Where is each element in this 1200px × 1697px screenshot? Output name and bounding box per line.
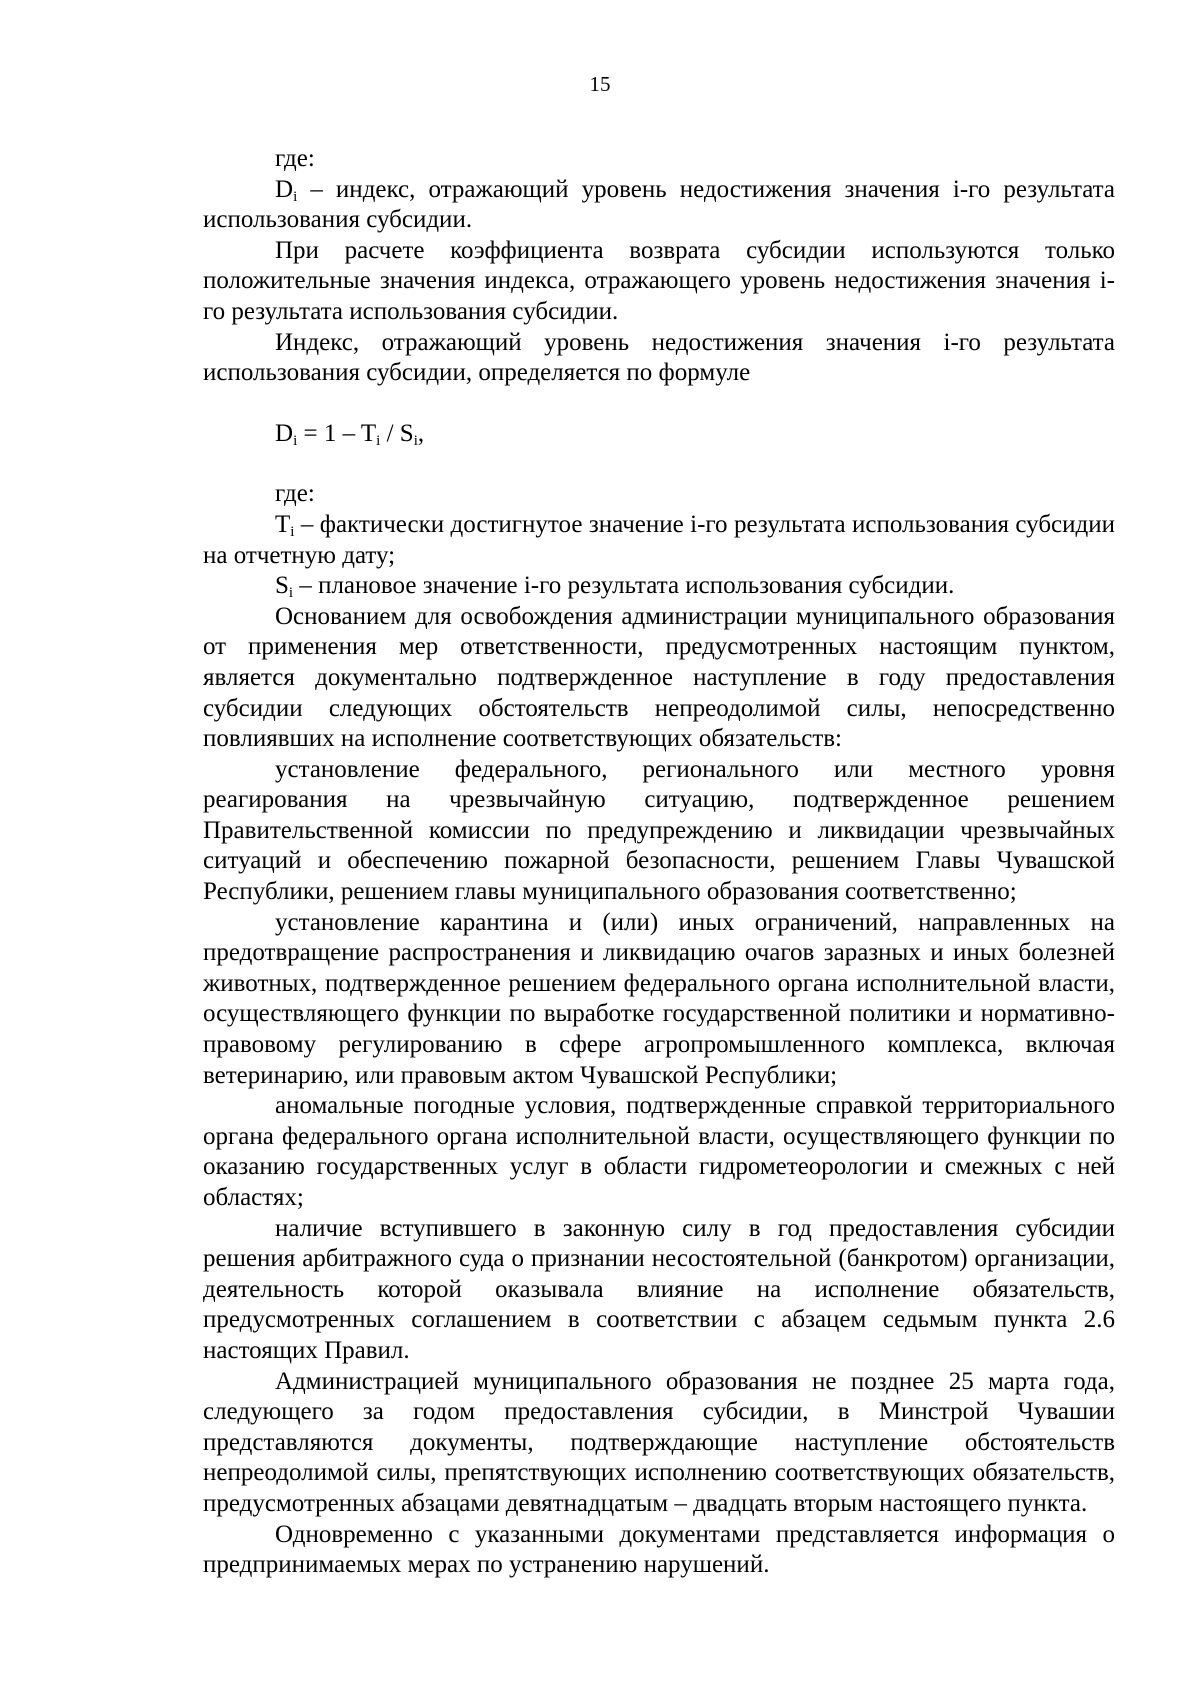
paragraph-si-definition: $S_i$ – плановое значение i-го результата использования субсидии. xyxy=(275,572,955,602)
paragraph-ti-definition: $T_i$ – фактически достигнутое значение i-го результата использования субсидии на отчетную дату; xyxy=(203,510,1115,569)
paragraph-weather: аномальные погодные условия, подтвержденные справкой территориального органа федерального органа исполнительной власти, осуществляющего функции по оказанию государственных услуг в области гидрометеорологии и смежных с ней областях; xyxy=(203,1092,1115,1211)
paragraph-positive-values: При расчете коэффициента возврата субсидии используются только положительные значения индекса, отражающего уровень недостижения значения i-го результата использования субсидии. xyxy=(203,236,1115,325)
paragraph-force-majeure-basis: Основанием для освобождения администрации муниципального образования от применения мер ответственности, предусмотренных настоящим пунктом, является документально подтвержденное наступление в году предоставления субсидии следующих обстоятельств непреодолимой силы, непосредственно повлиявших на исполнение соответствующих обязательств: xyxy=(203,602,1115,753)
paragraph-emergency-response: установление федерального, регионального или местного уровня реагирования на чрезвычайную ситуацию, подтвержденное решением Правительственной комиссии по предупреждению и ликвидации чрезвычайных ситуаций и обеспечению пожарной безопасности, решением Главы Чувашской Республики, решением главы муниципального образования соответственно; xyxy=(203,755,1115,906)
paragraph-quarantine: установление карантина и (или) иных ограничений, направленных на предотвращение распространения и ликвидацию очагов заразных и иных болезней животных, подтвержденное решением федерального органа исполнительной власти, осуществляющего функции по выработке государственной политики и нормативно-правовому регулированию в сфере агропромышленного комплекса, включая ветеринарию, или правовым актом Чувашской Республики; xyxy=(203,908,1115,1089)
paragraph-where-2: где: xyxy=(275,480,315,508)
paragraph-bankruptcy: наличие вступившего в законную силу в год предоставления субсидии решения арбитражного суда о признании несостоятельной (банкротом) организации, деятельность которой оказывала влияние на исполнение обязательств, предусмотренных соглашением в соответствии с абзацем седьмым пункта 2.6 настоящих Правил. xyxy=(203,1214,1115,1364)
paragraph-di-definition: $D_i$ – индекс, отражающий уровень недостижения значения i-го результата использования субсидии. xyxy=(203,175,1115,234)
paragraph-index-formula-intro: Индекс, отражающий уровень недостижения значения i-го результата использования субсидии, определяется по формуле xyxy=(203,328,1115,387)
paragraph-documents-deadline: Администрацией муниципального образования не позднее 25 марта года, следующего за годом предоставления субсидии, в Минстрой Чувашии представляются документы, подтверждающие наступление обстоятельств непреодолимой силы, препятствующих исполнению соответствующих обязательств, предусмотренных абзацами девятнадцатым – двадцать вторым настоящего пункта. xyxy=(203,1367,1115,1517)
formula-di: $D_i = 1 - T_i / S_i$, xyxy=(275,419,425,449)
paragraph-measures-info: Одновременно с указанными документами представляется информация о предпринимаемых мерах по устранению нарушений. xyxy=(203,1520,1115,1579)
page-number: 15 xyxy=(589,72,611,96)
paragraph-where-1: где: xyxy=(275,145,315,172)
document-body xyxy=(203,144,1115,1581)
